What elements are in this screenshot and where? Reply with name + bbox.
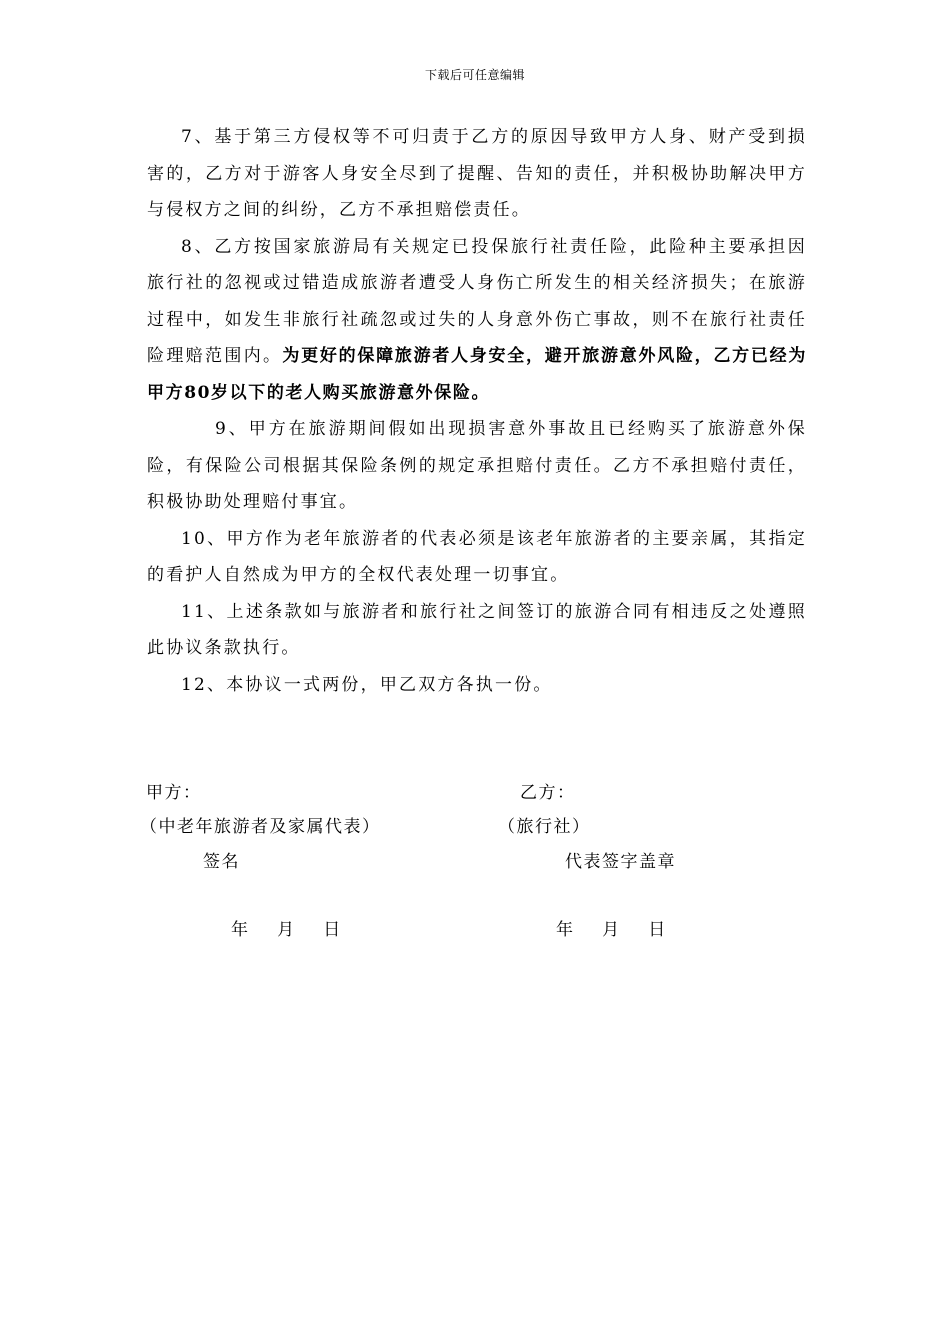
party-b-date: 年 月 日 bbox=[556, 920, 667, 940]
party-a-label: 甲方： bbox=[146, 783, 202, 803]
party-b-description: （旅行社） bbox=[498, 817, 591, 837]
page-header-note: 下载后可任意编辑 bbox=[424, 68, 525, 82]
clause-9: 9、甲方在旅游期间假如出现损害意外事故且已经购买了旅游意外保险，有保险公司根据其保险条例的规定承担赔付责任。乙方不承担赔付责任，积极协助处理赔付事宜。 bbox=[147, 419, 807, 512]
party-a-signature-label: 签名 bbox=[203, 852, 240, 872]
party-a-description: （中老年旅游者及家属代表） bbox=[140, 817, 381, 837]
clause-8-text: 8、乙方按国家旅游局有关规定已投保旅行社责任险，此险种主要承担因旅行社的忽视或过错造成旅游者遭受人身伤亡所发生的相关经济损失；在旅游过程中，如发生非旅行社疏忽或过失的人身意外伤亡事故，则不在旅行社责任险理赔范围内。 bbox=[147, 236, 807, 366]
party-b-signature-label: 代表签字盖章 bbox=[565, 852, 676, 872]
clause-10: 10、甲方作为老年旅游者的代表必须是该老年旅游者的主要亲属，其指定的看护人自然成为甲方的全权代表处理一切事宜。 bbox=[147, 528, 807, 585]
clause-8 bbox=[147, 229, 807, 412]
agreement-clauses bbox=[147, 119, 807, 703]
clause-8-bold-text: 为更好的保障旅游者人身安全，避开旅游意外风险，乙方已经为甲方80岁以下的老人购买旅游意外保险。 bbox=[147, 346, 807, 403]
clause-12: 12、本协议一式两份，甲乙双方各执一份。 bbox=[181, 674, 553, 695]
party-a-date: 年 月 日 bbox=[231, 920, 342, 940]
clause-7: 7、基于第三方侵权等不可归责于乙方的原因导致甲方人身、财产受到损害的，乙方对于游客人身安全尽到了提醒、告知的责任，并积极协助解决甲方与侵权方之间的纠纷，乙方不承担赔偿责任。 bbox=[147, 127, 807, 220]
party-b-label: 乙方： bbox=[520, 783, 576, 803]
clause-11: 11、上述条款如与旅游者和旅行社之间签订的旅游合同有相违反之处遵照此协议条款执行。 bbox=[147, 601, 807, 658]
